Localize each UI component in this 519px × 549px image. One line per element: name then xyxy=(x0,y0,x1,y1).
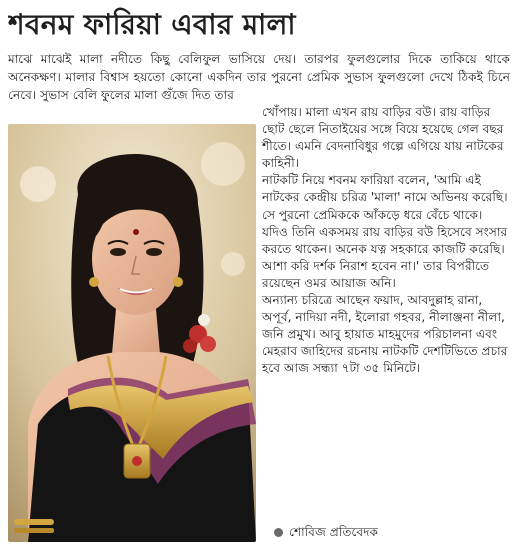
byline xyxy=(274,524,514,541)
bullet-icon xyxy=(274,528,283,537)
portrait-image xyxy=(8,124,256,542)
byline-text: শোবিজ প্রতিবেদক xyxy=(289,525,379,539)
article-column xyxy=(262,104,512,378)
column-paragraph-2: নাটকটি নিয়ে শবনম ফারিয়া বলেন, 'আমি এই নাটকের কেন্দ্রীয় চরিত্র 'মালা' নামে অভিনয় করেছি। সে পুরনো প্রেমিককে আঁকড়ে ধরে বেঁচে থাকে। যদিও তিনি একসময় রায় বাড়ির বউ হিসেবে সংসার করতে থাকেন। অনেক যত্ন সহকারে কাজটি করেছি। আশা করি দর্শক নিরাশ হবেন না।' তার বিপরীতে রয়েছেন ওমর আয়াজ অনি। xyxy=(262,173,508,290)
column-paragraph-3: অন্যান্য চরিত্রে আছেন ফয়াদ, আবদুল্লাহ রানা, অপূর্ব, নাদিয়া নদী, ইলোরা গহবর, নীলাঞ্জনা নীলা, জনি প্রমুখ। আবু হায়াত মাহমুদের পরিচালনা এবং মেহরাব জাহিদের রচনায় নাটকটি দেশটিভিতে প্রচার হবে আজ সন্ধ্যা ৭টা ৩৫ মিনিটে। xyxy=(262,293,508,376)
lead-paragraph: মাঝে মাঝেই মালা নদীতে কিছু বেলিফুল ভাসিয়ে দেয়। তারপর ফুলগুলোর দিকে তাকিয়ে থাকে অনেকক্ষণ। মালার বিশ্বাস হয়তো কোনো একদিন তার পুরনো প্রেমিক সুভাস ফুলগুলো দেখে ঠিকই চিনে নেবে। সুভাস বেলি ফুলের মালা গুঁজে দিত তার xyxy=(8,52,510,102)
headline: শবনম ফারিয়া এবার মালা xyxy=(8,8,296,41)
column-paragraph-1: খোঁপায়। মালা এখন রায় বাড়ির বউ। রায় বাড়ির ছোট ছেলে নিতাইয়ের সঙ্গে বিয়ে হয়েছে গেল বছর শীতে। এমনি বেদনাবিধুর গল্পে এগিয়ে যায় নাটকের কাহিনী। xyxy=(262,105,504,171)
actress-photo xyxy=(8,124,256,542)
